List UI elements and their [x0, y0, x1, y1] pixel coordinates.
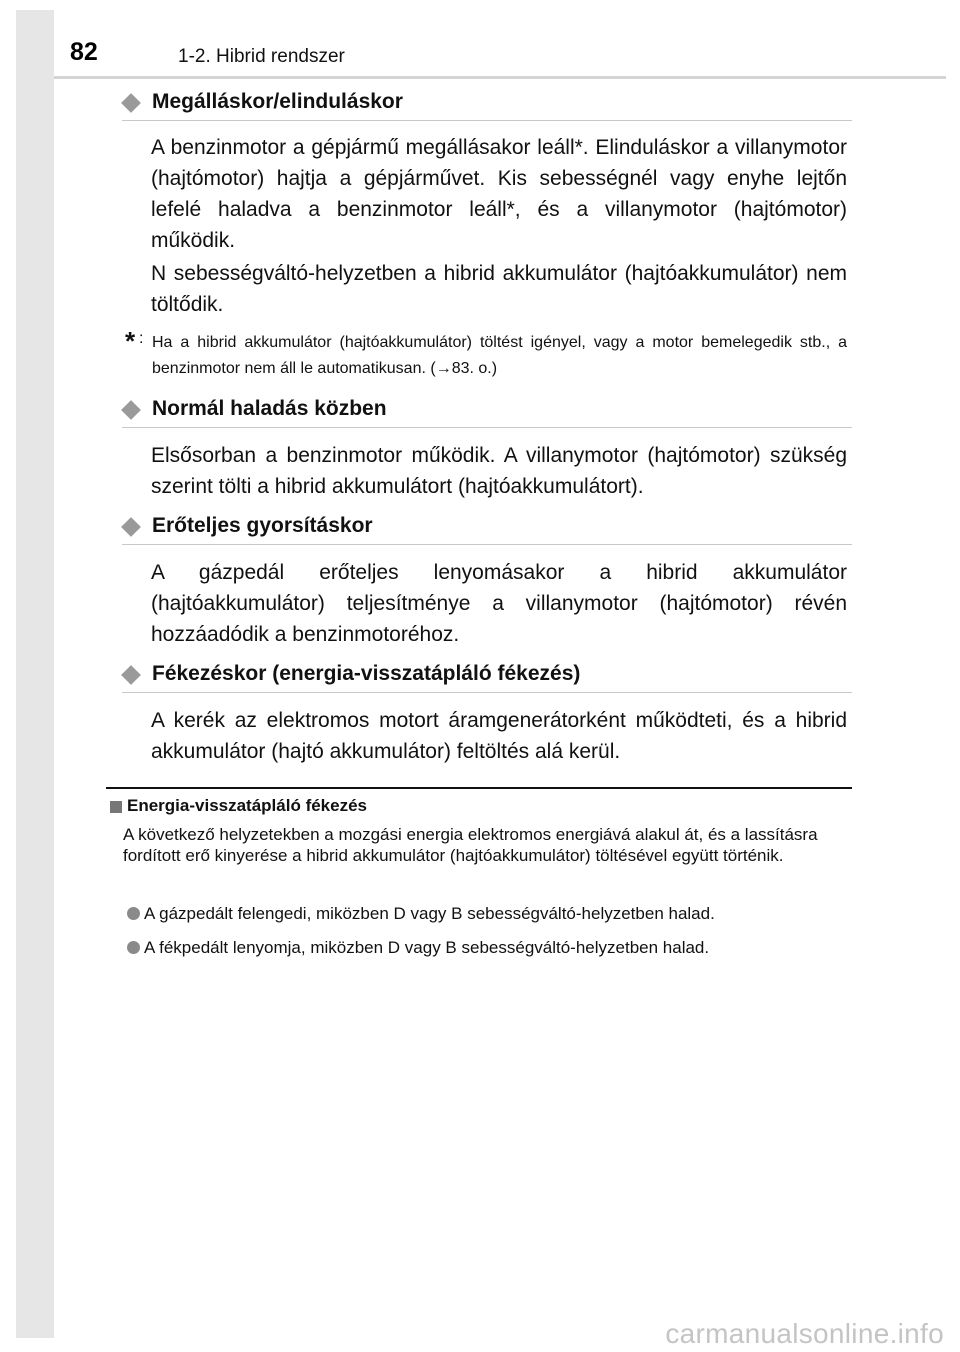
diamond-icon: [121, 400, 141, 420]
info-heading: Energia-visszatápláló fékezés: [127, 796, 368, 815]
paragraph: Elsősorban a benzinmotor működik. A villanymotor (hajtómotor) szükség szerint tölti a hibrid akkumulátort (hajtóakkumulátort).: [151, 444, 847, 498]
paragraph: A kerék az elektromos motort áramgenerátorként működteti, és a hibrid akkumulátor (hajtó akkumulátor) feltöltés alá kerül.: [151, 709, 847, 763]
bullet-dot-icon: [127, 941, 140, 954]
square-bullet-icon: [110, 801, 122, 813]
info-body: A következő helyzetekben a mozgási energia elektromos energiává alakul át, és a lassításra fordított erő kinyerése a hibrid akkumulátor (hajtóakkumulátor) töltésével együtt történik.: [123, 825, 818, 865]
subheading-text: Erőteljes gyorsításkor: [152, 514, 373, 537]
header-rule: [54, 76, 946, 79]
footnote-text: Ha a hibrid akkumulátor (hajtóakkumulátor) töltést igényel, vagy a motor bemelegedik stb., a benzinmotor nem áll le automatikusan. (→83. o.): [152, 334, 847, 377]
diamond-icon: [121, 665, 141, 685]
section-title: 1-2. Hibrid rendszer: [178, 46, 345, 67]
side-strip: [16, 10, 54, 1338]
watermark: carmanualsonline.info: [665, 1318, 944, 1349]
footnote-separator: :: [139, 330, 144, 347]
diamond-icon: [121, 517, 141, 537]
subheading-text: Normál haladás közben: [152, 397, 387, 420]
diamond-icon: [121, 93, 141, 113]
footnote-marker: *: [125, 326, 136, 356]
list-item-text: A gázpedált felengedi, miközben D vagy B sebességváltó-helyzetben halad.: [144, 904, 715, 923]
paragraph: A benzinmotor a gépjármű megállásakor leáll*. Elinduláskor a villanymotor (hajtómotor) hajtja a gépjárművet. Kis sebességnél vagy enyhe lejtőn lefelé haladva a benzinmotor leáll*, és a villanymotor (hajtómotor) működik.: [151, 136, 847, 252]
page-number: 82: [70, 38, 98, 66]
list-item-text: A fékpedált lenyomja, miközben D vagy B sebességváltó-helyzetben halad.: [144, 938, 710, 957]
paragraph: N sebességváltó-helyzetben a hibrid akkumulátor (hajtóakkumulátor) nem töltődik.: [151, 262, 847, 316]
paragraph: A gázpedál erőteljes lenyomásakor a hibrid akkumulátor (hajtóakkumulátor) teljesítménye a villanymotor (hajtómotor) révén hozzáadódik a benzinmotoréhoz.: [151, 561, 847, 646]
subheading-erőteljes-gyorsitas: [122, 514, 852, 545]
subheading-megallaskor: [122, 90, 852, 121]
subheading-text: Megálláskor/elinduláskor: [152, 90, 403, 113]
section-divider: [106, 787, 852, 789]
bullet-dot-icon: [127, 907, 140, 920]
subheading-text: Fékezéskor (energia-visszatápláló fékezés): [152, 662, 581, 685]
subheading-normal-haladas: [122, 397, 852, 428]
subheading-fekezeskor: [122, 662, 852, 693]
